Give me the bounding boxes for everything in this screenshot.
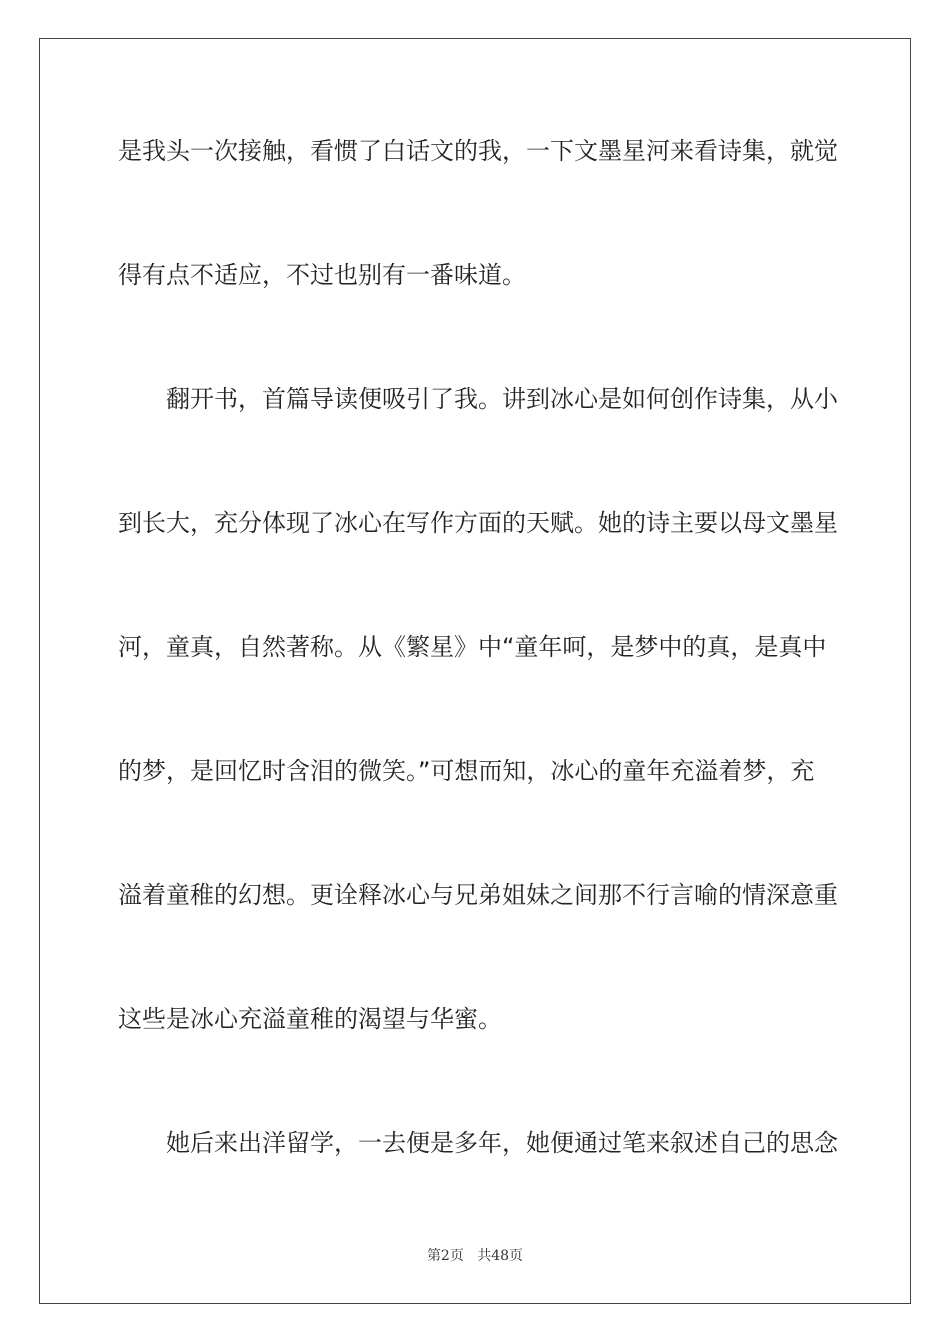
text-line: 是我头一次接触，看惯了白话文的我，一下文墨星河来看诗集，就觉 — [118, 137, 838, 165]
page-frame — [39, 38, 911, 1304]
paragraph-first-line: 翻开书，首篇导读便吸引了我。讲到冰心是如何创作诗集，从小 — [166, 385, 838, 413]
text-line: 得有点不适应，不过也别有一番味道。 — [118, 261, 526, 289]
page-number: 第2页 — [426, 1248, 464, 1264]
text-line: 这些是冰心充溢童稚的渴望与华蜜。 — [118, 1005, 502, 1033]
page-footer — [0, 1246, 950, 1266]
paragraph-first-line: 她后来出洋留学，一去便是多年，她便通过笔来叙述自己的思念 — [166, 1129, 838, 1157]
text-line: 河，童真，自然著称。从《繁星》中“童年呵，是梦中的真，是真中 — [118, 633, 827, 661]
text-line: 的梦，是回忆时含泪的微笑。”可想而知，冰心的童年充溢着梦，充 — [118, 757, 815, 785]
text-line: 溢着童稚的幻想。更诠释冰心与兄弟姐妹之间那不行言喻的情深意重 — [118, 881, 838, 909]
text-line: 到长大，充分体现了冰心在写作方面的天赋。她的诗主要以母文墨星 — [118, 509, 838, 537]
total-pages: 共48页 — [477, 1248, 524, 1264]
